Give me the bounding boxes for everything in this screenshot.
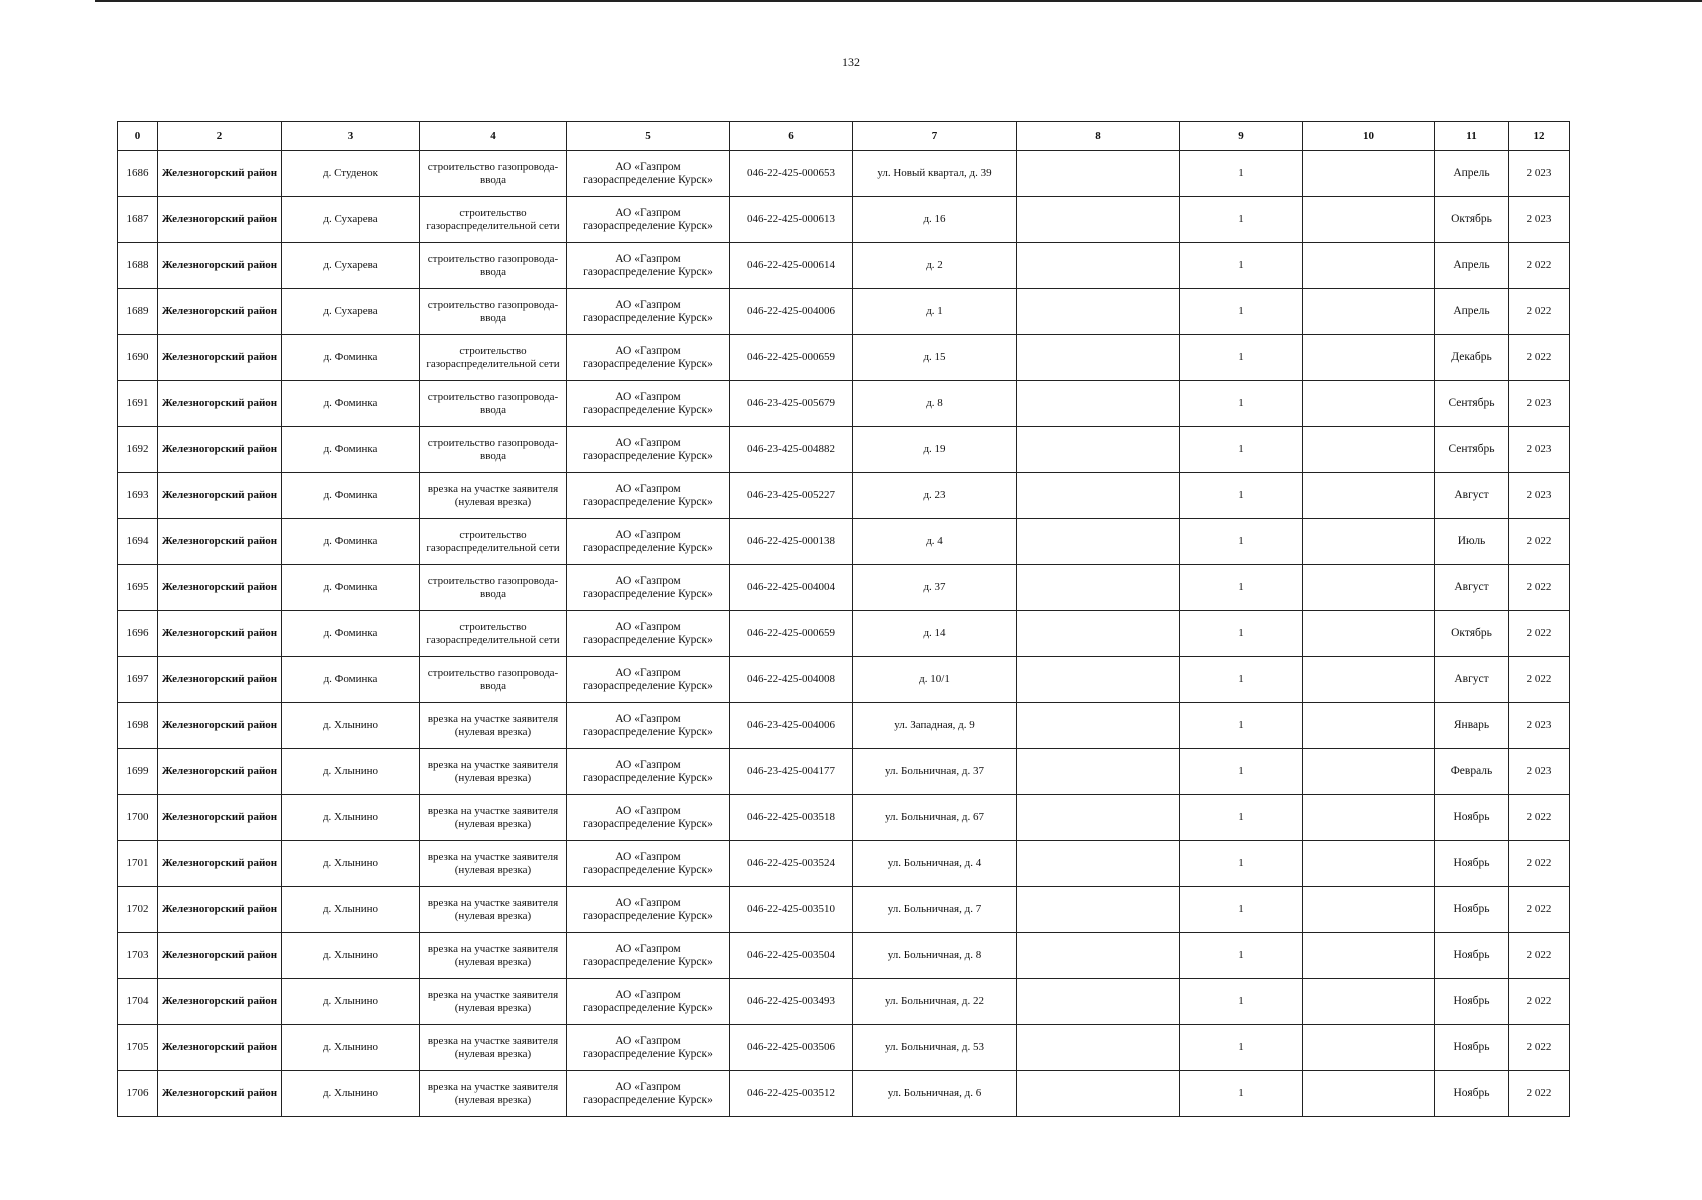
organization-cell: АО «Газпром газораспределение Курск»: [567, 1071, 730, 1117]
col-10-cell: [1303, 979, 1435, 1025]
col-8-cell: [1017, 749, 1180, 795]
work-type-cell: врезка на участке заявителя (нулевая врезка): [420, 1071, 567, 1117]
row-number-cell: 1690: [118, 335, 158, 381]
application-code-cell: 046-22-425-003524: [730, 841, 853, 887]
month-cell: Ноябрь: [1435, 841, 1509, 887]
district-cell: Железногорский район: [158, 427, 282, 473]
work-type-cell: врезка на участке заявителя (нулевая врезка): [420, 887, 567, 933]
settlement-cell: д. Фоминка: [282, 381, 420, 427]
work-type-cell: врезка на участке заявителя (нулевая врезка): [420, 1025, 567, 1071]
row-number-cell: 1703: [118, 933, 158, 979]
address-cell: ул. Больничная, д. 8: [853, 933, 1017, 979]
row-number-cell: 1706: [118, 1071, 158, 1117]
application-code-cell: 046-22-425-003512: [730, 1071, 853, 1117]
count-cell: 1: [1180, 289, 1303, 335]
settlement-cell: д. Хлынино: [282, 841, 420, 887]
header-col-7: 7: [853, 122, 1017, 151]
col-8-cell: [1017, 933, 1180, 979]
col-8-cell: [1017, 473, 1180, 519]
year-cell: 2 022: [1509, 289, 1570, 335]
address-cell: д. 14: [853, 611, 1017, 657]
count-cell: 1: [1180, 841, 1303, 887]
year-cell: 2 023: [1509, 427, 1570, 473]
row-number-cell: 1687: [118, 197, 158, 243]
col-8-cell: [1017, 657, 1180, 703]
application-code-cell: 046-22-425-003504: [730, 933, 853, 979]
work-type-cell: строительство газопровода-ввода: [420, 243, 567, 289]
district-cell: Железногорский район: [158, 243, 282, 289]
work-type-cell: строительство газопровода-ввода: [420, 289, 567, 335]
work-type-cell: врезка на участке заявителя (нулевая врезка): [420, 933, 567, 979]
month-cell: Ноябрь: [1435, 887, 1509, 933]
month-cell: Апрель: [1435, 243, 1509, 289]
count-cell: 1: [1180, 611, 1303, 657]
table-row: [118, 1071, 1570, 1117]
organization-cell: АО «Газпром газораспределение Курск»: [567, 381, 730, 427]
count-cell: 1: [1180, 335, 1303, 381]
col-10-cell: [1303, 381, 1435, 427]
work-type-cell: строительство газопровода-ввода: [420, 565, 567, 611]
month-cell: Ноябрь: [1435, 795, 1509, 841]
district-cell: Железногорский район: [158, 795, 282, 841]
count-cell: 1: [1180, 1071, 1303, 1117]
count-cell: 1: [1180, 427, 1303, 473]
count-cell: 1: [1180, 151, 1303, 197]
col-8-cell: [1017, 887, 1180, 933]
settlement-cell: д. Фоминка: [282, 565, 420, 611]
col-10-cell: [1303, 611, 1435, 657]
district-cell: Железногорский район: [158, 933, 282, 979]
row-number-cell: 1686: [118, 151, 158, 197]
col-10-cell: [1303, 243, 1435, 289]
address-cell: д. 15: [853, 335, 1017, 381]
header-col-2: 2: [158, 122, 282, 151]
year-cell: 2 022: [1509, 1071, 1570, 1117]
col-8-cell: [1017, 1071, 1180, 1117]
month-cell: Ноябрь: [1435, 1071, 1509, 1117]
address-cell: ул. Больничная, д. 53: [853, 1025, 1017, 1071]
district-cell: Железногорский район: [158, 289, 282, 335]
address-cell: ул. Новый квартал, д. 39: [853, 151, 1017, 197]
application-code-cell: 046-22-425-003510: [730, 887, 853, 933]
organization-cell: АО «Газпром газораспределение Курск»: [567, 335, 730, 381]
col-10-cell: [1303, 795, 1435, 841]
application-code-cell: 046-22-425-000653: [730, 151, 853, 197]
organization-cell: АО «Газпром газораспределение Курск»: [567, 887, 730, 933]
work-type-cell: строительство газопровода-ввода: [420, 151, 567, 197]
application-code-cell: 046-23-425-005227: [730, 473, 853, 519]
work-type-cell: строительство газораспределительной сети: [420, 197, 567, 243]
organization-cell: АО «Газпром газораспределение Курск»: [567, 749, 730, 795]
address-cell: ул. Больничная, д. 37: [853, 749, 1017, 795]
settlement-cell: д. Хлынино: [282, 795, 420, 841]
col-10-cell: [1303, 335, 1435, 381]
address-cell: д. 23: [853, 473, 1017, 519]
district-cell: Железногорский район: [158, 657, 282, 703]
row-number-cell: 1695: [118, 565, 158, 611]
col-10-cell: [1303, 887, 1435, 933]
organization-cell: АО «Газпром газораспределение Курск»: [567, 979, 730, 1025]
col-8-cell: [1017, 565, 1180, 611]
top-rule: [95, 0, 1702, 2]
application-code-cell: 046-23-425-004177: [730, 749, 853, 795]
month-cell: Январь: [1435, 703, 1509, 749]
district-cell: Железногорский район: [158, 887, 282, 933]
year-cell: 2 022: [1509, 519, 1570, 565]
year-cell: 2 023: [1509, 151, 1570, 197]
address-cell: д. 16: [853, 197, 1017, 243]
month-cell: Сентябрь: [1435, 427, 1509, 473]
organization-cell: АО «Газпром газораспределение Курск»: [567, 151, 730, 197]
header-col-3: 3: [282, 122, 420, 151]
month-cell: Ноябрь: [1435, 933, 1509, 979]
month-cell: Апрель: [1435, 289, 1509, 335]
organization-cell: АО «Газпром газораспределение Курск»: [567, 565, 730, 611]
settlement-cell: д. Хлынино: [282, 1025, 420, 1071]
settlement-cell: д. Сухарева: [282, 243, 420, 289]
year-cell: 2 022: [1509, 335, 1570, 381]
table-row: [118, 611, 1570, 657]
count-cell: 1: [1180, 197, 1303, 243]
settlement-cell: д. Хлынино: [282, 749, 420, 795]
table-body: [118, 151, 1570, 1117]
row-number-cell: 1696: [118, 611, 158, 657]
table-row: [118, 151, 1570, 197]
header-col-10: 10: [1303, 122, 1435, 151]
district-cell: Железногорский район: [158, 979, 282, 1025]
address-cell: д. 4: [853, 519, 1017, 565]
application-code-cell: 046-22-425-003493: [730, 979, 853, 1025]
application-code-cell: 046-22-425-004004: [730, 565, 853, 611]
organization-cell: АО «Газпром газораспределение Курск»: [567, 243, 730, 289]
row-number-cell: 1688: [118, 243, 158, 289]
application-code-cell: 046-22-425-004008: [730, 657, 853, 703]
settlement-cell: д. Фоминка: [282, 611, 420, 657]
col-10-cell: [1303, 703, 1435, 749]
count-cell: 1: [1180, 887, 1303, 933]
gas-connection-table: [117, 121, 1570, 1117]
table-row: [118, 979, 1570, 1025]
organization-cell: АО «Газпром газораспределение Курск»: [567, 657, 730, 703]
col-8-cell: [1017, 795, 1180, 841]
table-row: [118, 887, 1570, 933]
col-8-cell: [1017, 335, 1180, 381]
col-10-cell: [1303, 657, 1435, 703]
district-cell: Железногорский район: [158, 749, 282, 795]
header-col-4: 4: [420, 122, 567, 151]
col-8-cell: [1017, 197, 1180, 243]
table-row: [118, 289, 1570, 335]
header-col-6: 6: [730, 122, 853, 151]
month-cell: Февраль: [1435, 749, 1509, 795]
year-cell: 2 023: [1509, 381, 1570, 427]
year-cell: 2 022: [1509, 933, 1570, 979]
year-cell: 2 023: [1509, 749, 1570, 795]
organization-cell: АО «Газпром газораспределение Курск»: [567, 427, 730, 473]
table-header-row: [118, 122, 1570, 151]
work-type-cell: строительство газораспределительной сети: [420, 611, 567, 657]
header-col-11: 11: [1435, 122, 1509, 151]
work-type-cell: врезка на участке заявителя (нулевая врезка): [420, 841, 567, 887]
organization-cell: АО «Газпром газораспределение Курск»: [567, 197, 730, 243]
col-8-cell: [1017, 703, 1180, 749]
month-cell: Сентябрь: [1435, 381, 1509, 427]
count-cell: 1: [1180, 473, 1303, 519]
header-col-9: 9: [1180, 122, 1303, 151]
row-number-cell: 1694: [118, 519, 158, 565]
settlement-cell: д. Студенок: [282, 151, 420, 197]
table-row: [118, 473, 1570, 519]
row-number-cell: 1702: [118, 887, 158, 933]
table-row: [118, 749, 1570, 795]
settlement-cell: д. Сухарева: [282, 289, 420, 335]
application-code-cell: 046-22-425-000613: [730, 197, 853, 243]
col-10-cell: [1303, 749, 1435, 795]
year-cell: 2 022: [1509, 887, 1570, 933]
col-10-cell: [1303, 473, 1435, 519]
row-number-cell: 1699: [118, 749, 158, 795]
col-8-cell: [1017, 841, 1180, 887]
district-cell: Железногорский район: [158, 703, 282, 749]
month-cell: Апрель: [1435, 151, 1509, 197]
settlement-cell: д. Хлынино: [282, 933, 420, 979]
year-cell: 2 022: [1509, 979, 1570, 1025]
table-row: [118, 1025, 1570, 1071]
settlement-cell: д. Хлынино: [282, 979, 420, 1025]
month-cell: Ноябрь: [1435, 979, 1509, 1025]
settlement-cell: д. Хлынино: [282, 887, 420, 933]
row-number-cell: 1704: [118, 979, 158, 1025]
month-cell: Декабрь: [1435, 335, 1509, 381]
col-8-cell: [1017, 381, 1180, 427]
table-row: [118, 197, 1570, 243]
table-row: [118, 519, 1570, 565]
district-cell: Железногорский район: [158, 151, 282, 197]
organization-cell: АО «Газпром газораспределение Курск»: [567, 289, 730, 335]
row-number-cell: 1691: [118, 381, 158, 427]
col-10-cell: [1303, 151, 1435, 197]
row-number-cell: 1698: [118, 703, 158, 749]
count-cell: 1: [1180, 657, 1303, 703]
application-code-cell: 046-22-425-000659: [730, 335, 853, 381]
address-cell: ул. Западная, д. 9: [853, 703, 1017, 749]
application-code-cell: 046-23-425-004882: [730, 427, 853, 473]
application-code-cell: 046-23-425-005679: [730, 381, 853, 427]
year-cell: 2 023: [1509, 473, 1570, 519]
work-type-cell: врезка на участке заявителя (нулевая врезка): [420, 979, 567, 1025]
district-cell: Железногорский район: [158, 611, 282, 657]
header-col-12: 12: [1509, 122, 1570, 151]
address-cell: ул. Больничная, д. 22: [853, 979, 1017, 1025]
table-row: [118, 841, 1570, 887]
year-cell: 2 022: [1509, 795, 1570, 841]
settlement-cell: д. Фоминка: [282, 335, 420, 381]
work-type-cell: строительство газораспределительной сети: [420, 519, 567, 565]
row-number-cell: 1705: [118, 1025, 158, 1071]
organization-cell: АО «Газпром газораспределение Курск»: [567, 519, 730, 565]
row-number-cell: 1689: [118, 289, 158, 335]
count-cell: 1: [1180, 519, 1303, 565]
col-8-cell: [1017, 979, 1180, 1025]
row-number-cell: 1701: [118, 841, 158, 887]
district-cell: Железногорский район: [158, 1025, 282, 1071]
application-code-cell: 046-22-425-003506: [730, 1025, 853, 1071]
district-cell: Железногорский район: [158, 519, 282, 565]
organization-cell: АО «Газпром газораспределение Курск»: [567, 473, 730, 519]
settlement-cell: д. Хлынино: [282, 1071, 420, 1117]
address-cell: д. 1: [853, 289, 1017, 335]
district-cell: Железногорский район: [158, 335, 282, 381]
address-cell: д. 8: [853, 381, 1017, 427]
work-type-cell: врезка на участке заявителя (нулевая врезка): [420, 473, 567, 519]
table-row: [118, 243, 1570, 289]
row-number-cell: 1700: [118, 795, 158, 841]
application-code-cell: 046-22-425-003518: [730, 795, 853, 841]
row-number-cell: 1697: [118, 657, 158, 703]
month-cell: Июль: [1435, 519, 1509, 565]
table-row: [118, 657, 1570, 703]
count-cell: 1: [1180, 795, 1303, 841]
year-cell: 2 022: [1509, 1025, 1570, 1071]
col-10-cell: [1303, 1071, 1435, 1117]
col-8-cell: [1017, 289, 1180, 335]
work-type-cell: строительство газопровода-ввода: [420, 427, 567, 473]
count-cell: 1: [1180, 979, 1303, 1025]
work-type-cell: врезка на участке заявителя (нулевая врезка): [420, 795, 567, 841]
work-type-cell: строительство газораспределительной сети: [420, 335, 567, 381]
col-10-cell: [1303, 1025, 1435, 1071]
address-cell: д. 10/1: [853, 657, 1017, 703]
col-8-cell: [1017, 611, 1180, 657]
organization-cell: АО «Газпром газораспределение Курск»: [567, 1025, 730, 1071]
table-row: [118, 335, 1570, 381]
organization-cell: АО «Газпром газораспределение Курск»: [567, 841, 730, 887]
header-col-5: 5: [567, 122, 730, 151]
district-cell: Железногорский район: [158, 197, 282, 243]
year-cell: 2 022: [1509, 657, 1570, 703]
organization-cell: АО «Газпром газораспределение Курск»: [567, 703, 730, 749]
address-cell: д. 2: [853, 243, 1017, 289]
settlement-cell: д. Фоминка: [282, 519, 420, 565]
row-number-cell: 1692: [118, 427, 158, 473]
address-cell: ул. Больничная, д. 7: [853, 887, 1017, 933]
month-cell: Ноябрь: [1435, 1025, 1509, 1071]
address-cell: ул. Больничная, д. 67: [853, 795, 1017, 841]
count-cell: 1: [1180, 933, 1303, 979]
application-code-cell: 046-22-425-000659: [730, 611, 853, 657]
table-row: [118, 427, 1570, 473]
row-number-cell: 1693: [118, 473, 158, 519]
table-row: [118, 703, 1570, 749]
settlement-cell: д. Хлынино: [282, 703, 420, 749]
table-row: [118, 795, 1570, 841]
district-cell: Железногорский район: [158, 381, 282, 427]
organization-cell: АО «Газпром газораспределение Курск»: [567, 933, 730, 979]
month-cell: Октябрь: [1435, 197, 1509, 243]
col-10-cell: [1303, 841, 1435, 887]
col-10-cell: [1303, 933, 1435, 979]
application-code-cell: 046-22-425-000614: [730, 243, 853, 289]
table-row: [118, 381, 1570, 427]
year-cell: 2 022: [1509, 611, 1570, 657]
work-type-cell: врезка на участке заявителя (нулевая врезка): [420, 749, 567, 795]
col-8-cell: [1017, 1025, 1180, 1071]
address-cell: ул. Больничная, д. 4: [853, 841, 1017, 887]
settlement-cell: д. Сухарева: [282, 197, 420, 243]
application-code-cell: 046-22-425-004006: [730, 289, 853, 335]
col-8-cell: [1017, 519, 1180, 565]
month-cell: Август: [1435, 565, 1509, 611]
address-cell: ул. Больничная, д. 6: [853, 1071, 1017, 1117]
district-cell: Железногорский район: [158, 565, 282, 611]
count-cell: 1: [1180, 749, 1303, 795]
organization-cell: АО «Газпром газораспределение Курск»: [567, 611, 730, 657]
district-cell: Железногорский район: [158, 1071, 282, 1117]
organization-cell: АО «Газпром газораспределение Курск»: [567, 795, 730, 841]
col-8-cell: [1017, 427, 1180, 473]
col-10-cell: [1303, 289, 1435, 335]
header-col-0: 0: [118, 122, 158, 151]
col-10-cell: [1303, 197, 1435, 243]
year-cell: 2 022: [1509, 243, 1570, 289]
col-10-cell: [1303, 565, 1435, 611]
year-cell: 2 023: [1509, 197, 1570, 243]
month-cell: Октябрь: [1435, 611, 1509, 657]
month-cell: Август: [1435, 657, 1509, 703]
settlement-cell: д. Фоминка: [282, 657, 420, 703]
year-cell: 2 023: [1509, 703, 1570, 749]
page-number: 132: [842, 55, 860, 69]
work-type-cell: строительство газопровода-ввода: [420, 381, 567, 427]
col-10-cell: [1303, 519, 1435, 565]
header-col-8: 8: [1017, 122, 1180, 151]
application-code-cell: 046-22-425-000138: [730, 519, 853, 565]
address-cell: д. 37: [853, 565, 1017, 611]
address-cell: д. 19: [853, 427, 1017, 473]
count-cell: 1: [1180, 243, 1303, 289]
month-cell: Август: [1435, 473, 1509, 519]
count-cell: 1: [1180, 703, 1303, 749]
work-type-cell: строительство газопровода-ввода: [420, 657, 567, 703]
district-cell: Железногорский район: [158, 473, 282, 519]
col-8-cell: [1017, 243, 1180, 289]
settlement-cell: д. Фоминка: [282, 427, 420, 473]
count-cell: 1: [1180, 1025, 1303, 1071]
table-row: [118, 933, 1570, 979]
year-cell: 2 022: [1509, 841, 1570, 887]
col-8-cell: [1017, 151, 1180, 197]
work-type-cell: врезка на участке заявителя (нулевая врезка): [420, 703, 567, 749]
col-10-cell: [1303, 427, 1435, 473]
settlement-cell: д. Фоминка: [282, 473, 420, 519]
district-cell: Железногорский район: [158, 841, 282, 887]
count-cell: 1: [1180, 381, 1303, 427]
count-cell: 1: [1180, 565, 1303, 611]
year-cell: 2 022: [1509, 565, 1570, 611]
table-row: [118, 565, 1570, 611]
application-code-cell: 046-23-425-004006: [730, 703, 853, 749]
